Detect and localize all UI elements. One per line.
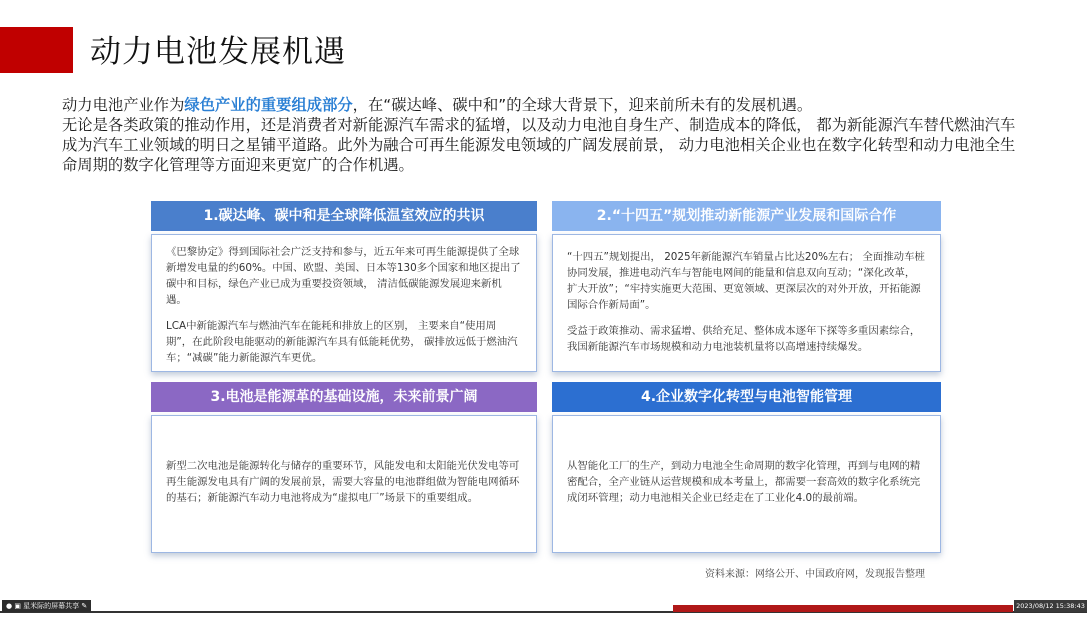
intro-text [62,95,1022,175]
section-1-paragraph-2: LCA中新能源汽车与燃油汽车在能耗和排放上的区别， 主要来自“使用周期”，在此阶段电能驱动的新能源汽车具有低能耗优势， 碳排放远低于燃油汽车；“减碳”能力新能源汽车更优。 [166,320,518,364]
section-2-paragraph-2: 受益于政策推动、需求猛增、供给充足、整体成本逐年下探等多重因素综合，我国新能源汽车市场规模和动力电池装机量将以高增速持续爆发。 [567,325,921,353]
title-accent-bar [0,27,73,73]
section-2-box [552,234,941,372]
source-note: 资料来源：网络公开、中国政府网，发现报告整理 [705,569,925,580]
section-3-heading: 3.电池是能源革的基础设施，未来前景广阔 [151,382,537,412]
section-4-heading: 4.企业数字化转型与电池智能管理 [552,382,941,412]
section-2-heading: 2.“十四五”规划推动新能源产业发展和国际合作 [552,201,941,231]
section-3-paragraph-1: 新型二次电池是能源转化与储存的重要环节，风能发电和太阳能光伏发电等可再生能源发电具有广阔的发展前景，需要大容量的电池群组做为智能电网循环的基石；新能源汽车动力电池将成为“虚拟电厂”场景下的重要组成。 [166,460,520,504]
bottom-red-bar [673,605,1013,612]
intro-line-2: 无论是各类政策的推动作用，还是消费者对新能源汽车需求的猛增，以及动力电池自身生产、制造成本的降低， 都为新能源汽车替代燃油汽车成为汽车工业领域的明日之星铺平道路。此外为融合可再生能源发电领域的广阔发展前景， 动力电池相关企业也在数字化转型和动力电池全生命周期的数字化管理等方面迎来更宽广的合作机遇。 [62,116,1016,174]
screen-share-indicator[interactable]: ● ▣ 星米际的屏幕共享 ✎ [2,600,91,612]
section-1-box [151,234,537,372]
section-3-box [151,415,537,553]
intro-highlight: 绿色产业的重要组成部分 [184,96,353,114]
section-1-paragraph-1: 《巴黎协定》得到国际社会广泛支持和参与，近五年来可再生能源提供了全球新增发电量的约60%。中国、欧盟、美国、日本等130多个国家和地区提出了碳中和目标，绿色产业已成为重要投资领域， 清洁低碳能源发展迎来新机遇。 [166,246,521,306]
page-title: 动力电池发展机遇 [90,34,346,70]
section-4-paragraph-1: 从智能化工厂的生产，到动力电池全生命周期的数字化管理，再到与电网的精密配合，全产业链从运营规模和成本考量上，都需要一套高效的数字化系统完成闭环管理；动力电池相关企业已经走在了工业化4.0的最前端。 [567,460,921,504]
intro-line-1: 动力电池产业作为绿色产业的重要组成部分，在“碳达峰、碳中和”的全球大背景下，迎来前所未有的发展机遇。 [62,96,813,114]
section-2-paragraph-1: “十四五”规划提出， 2025年新能源汽车销量占比达20%左右； 全面推动车桩协同发展，推进电动汽车与智能电网间的能量和信息双向互动；“深化改革，扩大开放”；“牢持实施更大范围、更宽领域、更深层次的对外开放，开拓能源国际合作新局面”。 [567,251,925,311]
section-4-box [552,415,941,553]
timestamp: 2023/08/12 15:38:43 [1014,600,1087,612]
section-1-heading: 1.碳达峰、碳中和是全球降低温室效应的共识 [151,201,537,231]
